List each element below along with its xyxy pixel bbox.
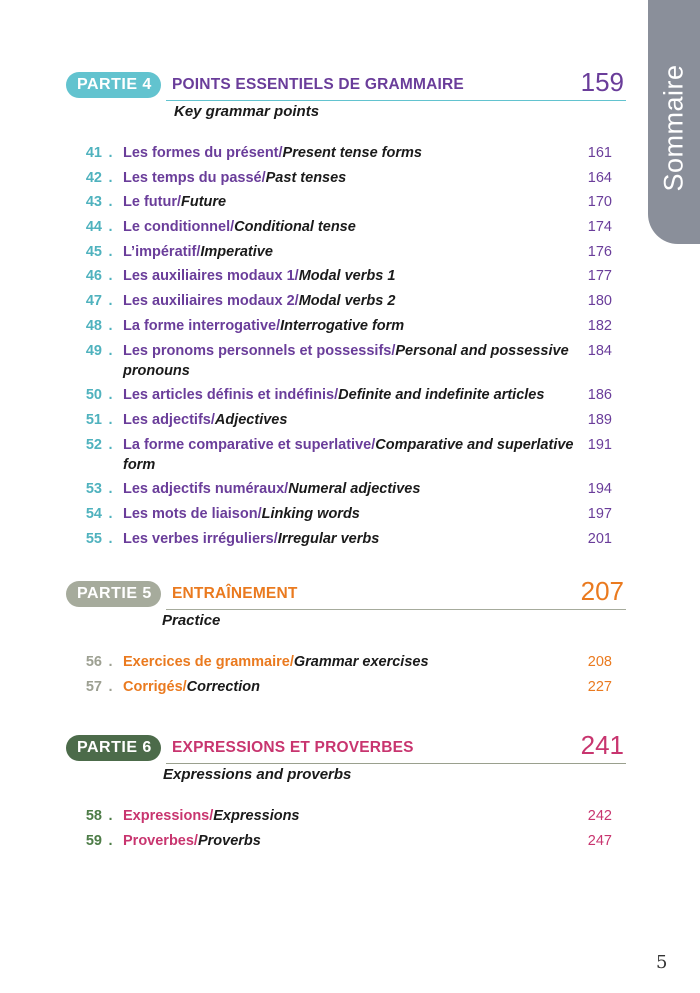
entry-number: 45 .: [85, 243, 113, 260]
entry-number: 54 .: [85, 505, 113, 522]
entry-page-number: 177: [587, 268, 612, 285]
toc-entry[interactable]: [66, 652, 626, 672]
entry-number: 44 .: [85, 219, 113, 236]
entry-title-english: Present tense forms: [282, 145, 422, 161]
part-divider: [166, 100, 626, 101]
entry-title-english: Grammar exercises: [293, 654, 429, 670]
entry-title-french: La forme comparative et superlative/: [123, 436, 376, 453]
entry-title-english: Expressions: [213, 808, 300, 824]
entry-number: 52 .: [85, 436, 113, 453]
entry-number-value: 58: [85, 808, 102, 824]
entry-page-number: 208: [587, 654, 612, 670]
part-title: EXPRESSIONS ET PROVERBES: [172, 739, 414, 756]
entry-number-value: 52: [85, 436, 102, 453]
entry-title: [123, 266, 626, 286]
entry-title-french: Les temps du passé/: [123, 169, 266, 186]
entry-page-number: 186: [587, 387, 612, 404]
entry-number-value: 47: [85, 293, 102, 310]
entry-title-english: Interrogative form: [280, 317, 405, 334]
entry-title: [123, 217, 626, 237]
entry-number: 59 .: [85, 832, 113, 849]
entry-title-english: Past tenses: [265, 169, 347, 186]
toc-entry[interactable]: [66, 291, 626, 311]
entry-page-number: 184: [587, 342, 612, 359]
toc-entry[interactable]: [66, 806, 626, 826]
side-tab[interactable]: [648, 0, 700, 244]
entry-page-number: 201: [587, 530, 612, 547]
entry-number: 47 .: [85, 293, 113, 310]
entry-number-value: 53: [85, 481, 102, 498]
entry-title-french: Proverbes/: [123, 832, 198, 849]
entry-number-value: 56: [85, 654, 102, 670]
entry-number-value: 54: [85, 505, 102, 522]
entry-title: [123, 677, 626, 697]
entry-page-number: 194: [587, 481, 612, 498]
part-badge: PARTIE 4: [66, 72, 161, 98]
entry-number: 56 .: [85, 654, 113, 670]
entry-title: [123, 385, 626, 405]
entry-title-english: Definite and indefinite articles: [338, 387, 545, 404]
part-section: [66, 730, 626, 849]
entry-number-value: 49: [85, 342, 102, 359]
entry-title-french: Les adjectifs/: [123, 411, 215, 428]
toc-entry[interactable]: [66, 192, 626, 212]
entry-number: 53 .: [85, 481, 113, 498]
entry-number-value: 43: [85, 194, 102, 211]
entry-title-english: Personal and possessive pronouns: [123, 342, 569, 379]
part-subtitle: Practice: [162, 612, 221, 629]
part-section: [66, 576, 626, 695]
entry-page-number: 176: [587, 243, 612, 260]
entry-number-value: 48: [85, 317, 102, 334]
part-divider: [166, 609, 626, 610]
entry-page-number: 174: [587, 219, 612, 236]
entry-title: [123, 143, 626, 163]
part-page-number: 207: [580, 576, 624, 606]
entry-number-value: 42: [85, 169, 102, 186]
entry-title: [123, 316, 626, 336]
entry-title: [123, 291, 626, 311]
entry-page-number: 189: [587, 411, 612, 428]
entry-title-french: L’impératif/: [123, 243, 201, 260]
entry-number: 42 .: [85, 169, 113, 186]
part-page-number: 159: [580, 67, 624, 97]
entry-number: 43 .: [85, 194, 113, 211]
part-section: [66, 67, 626, 547]
entry-title-english: Linking words: [261, 505, 360, 522]
part-header[interactable]: [66, 732, 626, 764]
part-subtitle: Expressions and proverbs: [163, 766, 352, 783]
toc-entry[interactable]: [66, 168, 626, 188]
entry-title-french: Les pronoms personnels et possessifs/: [123, 342, 396, 359]
entry-title-french: Le conditionnel/: [123, 219, 235, 236]
entry-title-english: Proverbs: [197, 832, 261, 849]
entry-page-number: 164: [587, 169, 612, 186]
entry-page-number: 180: [587, 293, 612, 310]
entry-title-french: Corrigés/: [123, 678, 187, 695]
entry-title-french: Les adjectifs numéraux/: [123, 481, 289, 498]
entry-number-value: 50: [85, 387, 102, 404]
entry-number: 58 .: [85, 808, 113, 824]
entry-number: 46 .: [85, 268, 113, 285]
entry-list: [66, 806, 626, 855]
toc-entry[interactable]: [66, 341, 626, 381]
entry-number-value: 55: [85, 530, 102, 547]
entry-title: [123, 341, 626, 381]
entry-page-number: 161: [587, 145, 612, 161]
part-title: ENTRAÎNEMENT: [172, 585, 298, 602]
part-page-number: 241: [580, 730, 624, 760]
entry-page-number: 227: [587, 678, 612, 695]
entry-title: [123, 410, 626, 430]
entry-title-french: Les formes du présent/: [123, 145, 283, 161]
entry-number: 55 .: [85, 530, 113, 547]
entry-number: 57 .: [85, 678, 113, 695]
entry-number: 41 .: [85, 145, 113, 161]
part-divider: [166, 763, 626, 764]
entry-title: [123, 192, 626, 212]
entry-title-english: Future: [181, 194, 227, 211]
toc-entry[interactable]: [66, 831, 626, 851]
entry-title-french: Exercices de grammaire/: [123, 654, 294, 670]
toc-entry[interactable]: [66, 385, 626, 405]
entry-title: [123, 529, 626, 549]
entry-number: 48 .: [85, 317, 113, 334]
part-title: POINTS ESSENTIELS DE GRAMMAIRE: [172, 76, 464, 93]
entry-list: [66, 143, 626, 553]
toc-entry[interactable]: [66, 217, 626, 237]
entry-title-french: Le futur/: [123, 194, 181, 211]
entry-title: [123, 479, 626, 499]
entry-list: [66, 652, 626, 701]
entry-title-english: Modal verbs 1: [298, 268, 396, 285]
entry-title: [123, 168, 626, 188]
entry-number-value: 41: [85, 145, 102, 161]
toc-entry[interactable]: [66, 410, 626, 430]
entry-page-number: 197: [587, 505, 612, 522]
entry-title: [123, 831, 626, 851]
toc-entry[interactable]: [66, 242, 626, 262]
toc-entry[interactable]: [66, 677, 626, 697]
part-badge: PARTIE 6: [66, 735, 161, 761]
entry-title-english: Adjectives: [214, 411, 288, 428]
entry-page-number: 170: [587, 194, 612, 211]
entry-title-french: Les verbes irréguliers/: [123, 530, 278, 547]
entry-title-french: Les auxiliaires modaux 2/: [123, 293, 299, 310]
entry-number-value: 44: [85, 219, 102, 236]
entry-number-value: 46: [85, 268, 102, 285]
entry-title: [123, 806, 626, 826]
entry-title: [123, 435, 626, 475]
entry-title: [123, 652, 626, 672]
toc-entry[interactable]: [66, 266, 626, 286]
toc-entry[interactable]: [66, 479, 626, 499]
entry-title-english: Correction: [186, 678, 260, 695]
toc-entry[interactable]: [66, 143, 626, 163]
entry-number: 51 .: [85, 411, 113, 428]
entry-title-french: Les mots de liaison/: [123, 505, 262, 522]
entry-page-number: 182: [587, 317, 612, 334]
entry-page-number: 191: [587, 436, 612, 453]
toc-entry[interactable]: [66, 316, 626, 336]
entry-title-english: Conditional tense: [234, 219, 356, 236]
entry-number: 50 .: [85, 387, 113, 404]
entry-title-french: La forme interrogative/: [123, 317, 281, 334]
part-header[interactable]: [66, 69, 626, 101]
page-number: 5: [656, 952, 668, 973]
entry-title-french: Les articles définis et indéfinis/: [123, 387, 339, 404]
side-tab-label: Sommaire: [658, 64, 689, 192]
entry-title-english: Irregular verbs: [277, 530, 380, 547]
toc-entry[interactable]: [66, 504, 626, 524]
entry-title-english: Imperative: [200, 243, 273, 260]
entry-number-value: 59: [85, 832, 102, 849]
entry-title-english: Modal verbs 2: [298, 293, 396, 310]
entry-page-number: 242: [587, 808, 612, 824]
entry-title-french: Expressions/: [123, 808, 214, 824]
entry-title: [123, 504, 626, 524]
part-subtitle: Key grammar points: [174, 103, 320, 120]
entry-number-value: 57: [85, 678, 102, 695]
toc-entry[interactable]: [66, 435, 626, 475]
entry-number-value: 51: [85, 411, 102, 428]
entry-page-number: 247: [587, 832, 612, 849]
entry-number-value: 45: [85, 243, 102, 260]
entry-title-english: Comparative and superlative form: [123, 436, 574, 473]
entry-title: [123, 242, 626, 262]
part-badge: PARTIE 5: [66, 581, 161, 607]
part-header[interactable]: [66, 578, 626, 610]
toc-entry[interactable]: [66, 529, 626, 549]
entry-number: 49 .: [85, 342, 113, 359]
entry-title-french: Les auxiliaires modaux 1/: [123, 268, 299, 285]
entry-title-english: Numeral adjectives: [288, 481, 421, 498]
